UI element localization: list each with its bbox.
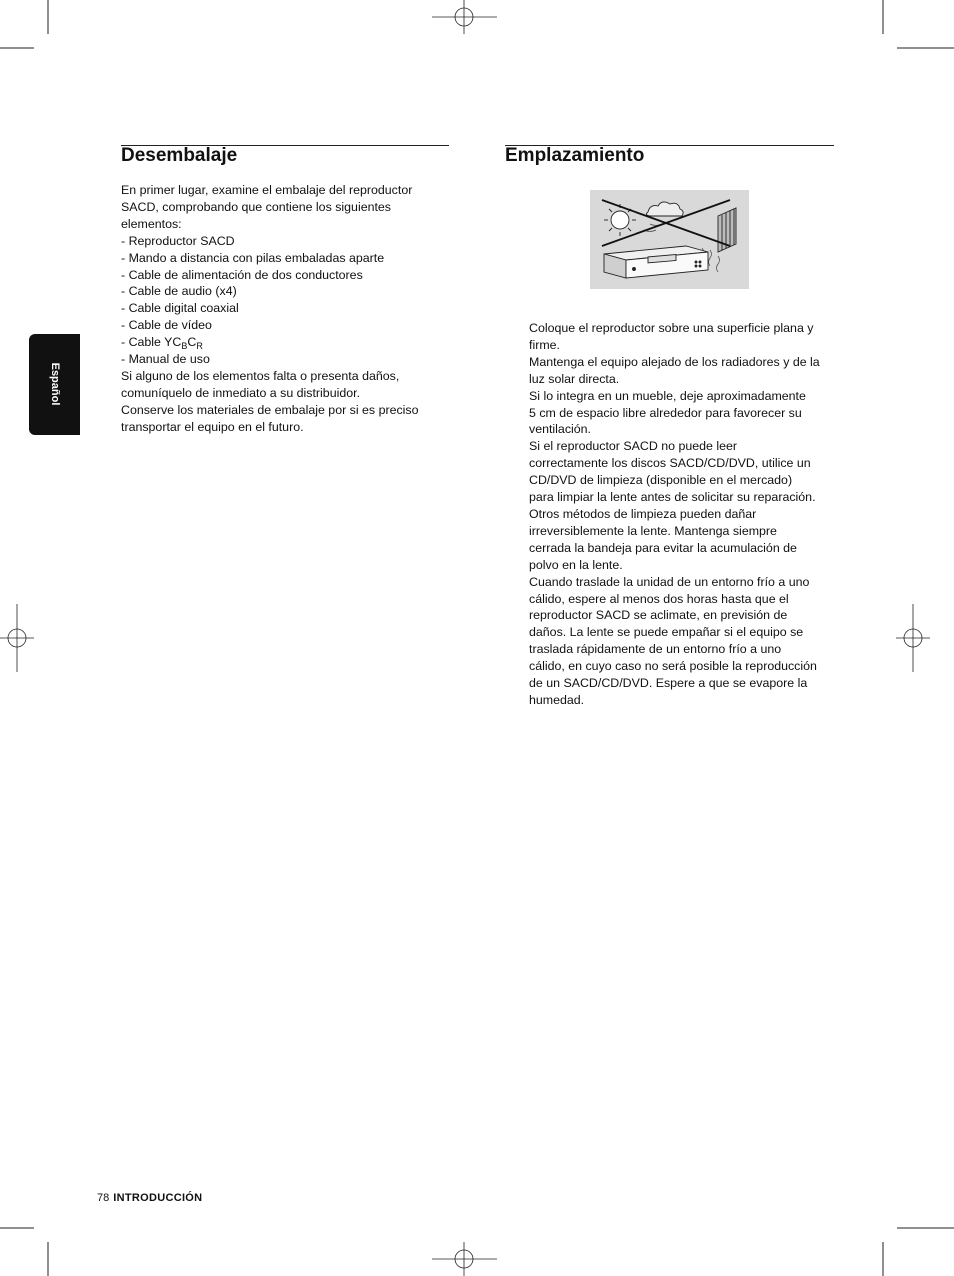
body-line: humedad.: [529, 692, 585, 707]
body-line: para limpiar la lente antes de solicitar su reparación.: [529, 490, 816, 505]
emplazamiento-text: [529, 320, 839, 709]
body-line: Si el reproductor SACD no puede leer: [529, 439, 738, 454]
closing-line: comuníquelo de inmediato a su distribuidor.: [121, 385, 361, 400]
body-line: Si lo integra en un mueble, deje aproximadamente: [529, 388, 806, 403]
subscript-r: R: [196, 341, 203, 352]
body-line: Otros métodos de limpieza pueden dañar: [529, 506, 757, 521]
body-line: traslada rápidamente de un entorno frío a uno: [529, 642, 782, 657]
page-number: 78: [97, 1192, 110, 1204]
body-line: polvo en la lente.: [529, 557, 623, 572]
body-line: cálido, en cuyo caso no será posible la reproducción: [529, 659, 817, 674]
body-line: luz solar directa.: [529, 371, 620, 386]
cable-prefix: - Cable YC: [121, 335, 182, 350]
emplazamiento-heading: Emplazamiento: [505, 145, 645, 166]
body-line: irreversiblemente la lente. Mantenga siempre: [529, 523, 777, 538]
registration-mark-right: [896, 604, 930, 672]
body-line: 5 cm de espacio libre alrededor para favorecer su: [529, 405, 802, 420]
list-item: - Cable de alimentación de dos conductores: [121, 267, 363, 282]
subscript-b: B: [181, 341, 188, 352]
intro-line: elementos:: [121, 216, 182, 231]
body-line: cálido, espere al menos dos horas hasta que el: [529, 591, 789, 606]
list-item: - Manual de uso: [121, 352, 210, 367]
body-line: Cuando traslade la unidad de un entorno frío a uno: [529, 574, 810, 589]
page-footer: [97, 1191, 202, 1205]
desembalaje-heading: Desembalaje: [121, 145, 238, 166]
body-line: daños. La lente se puede empañar si el equipo se: [529, 625, 804, 640]
body-line: correctamente los discos SACD/CD/DVD, utilice un: [529, 456, 811, 471]
language-side-tab: [29, 334, 80, 435]
desembalaje-text: [121, 182, 451, 436]
list-item: - Cable de vídeo: [121, 318, 212, 333]
intro-line: En primer lugar, examine el embalaje del reproductor: [121, 183, 413, 197]
closing-line: Conserve los materiales de embalaje por si es preciso: [121, 402, 419, 417]
section-name: INTRODUCCIÓN: [113, 1192, 203, 1204]
body-line: Mantenga el equipo alejado de los radiadores y de la: [529, 354, 820, 369]
body-line: CD/DVD de limpieza (disponible en el mercado): [529, 473, 793, 488]
body-line: Coloque el reproductor sobre una superficie plana y: [529, 321, 814, 335]
body-line: cerrada la bandeja para evitar la acumulación de: [529, 540, 797, 555]
registration-mark-bottom: [432, 1242, 497, 1276]
body-line: de un SACD/CD/DVD. Espere a que se evapore la: [529, 676, 808, 691]
list-item: - Cable digital coaxial: [121, 301, 239, 316]
list-item-cable-ycbcr: [121, 334, 451, 351]
body-line: ventilación.: [529, 422, 591, 437]
registration-mark-top: [432, 0, 497, 34]
language-side-tab-label: Español: [49, 362, 61, 406]
placement-warning-illustration: [590, 190, 749, 289]
intro-line: SACD, comprobando que contiene los siguientes: [121, 199, 392, 214]
list-item: - Cable de audio (x4): [121, 284, 237, 299]
closing-line: Si alguno de los elementos falta o presenta daños,: [121, 368, 400, 383]
list-item: - Reproductor SACD: [121, 233, 235, 248]
closing-line: transportar el equipo en el futuro.: [121, 419, 304, 434]
body-line: reproductor SACD se aclimate, en previsión de: [529, 608, 788, 623]
list-item: - Mando a distancia con pilas embaladas aparte: [121, 250, 385, 265]
registration-mark-left: [0, 604, 34, 672]
body-line: firme.: [529, 337, 560, 352]
cable-c: C: [187, 335, 197, 350]
